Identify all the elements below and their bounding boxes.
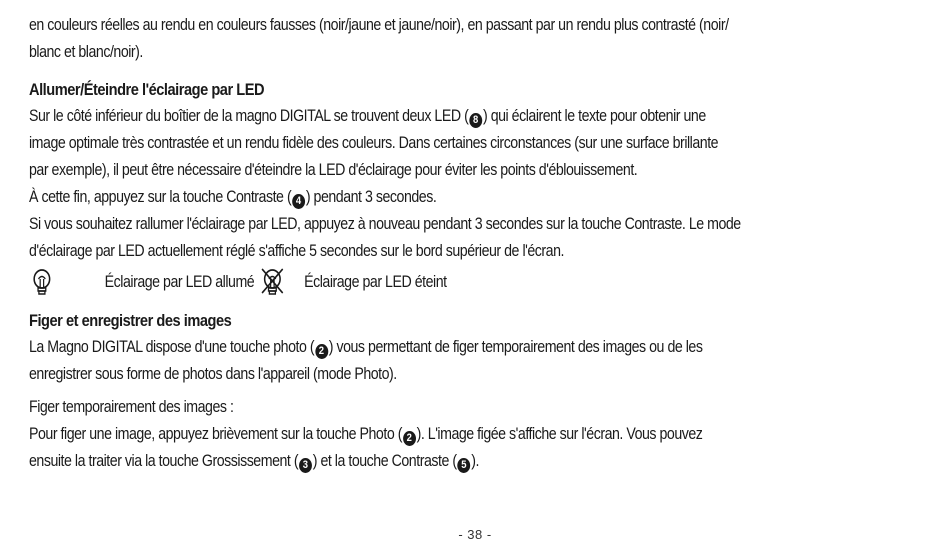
text-line: d'éclairage par LED actuellement réglé s'affiche 5 secondes sur le bord supérieur de l'écran.	[29, 242, 564, 260]
led-section-heading: Allumer/Éteindre l'éclairage par LED	[29, 80, 265, 99]
page-number: - 38 -	[458, 527, 492, 542]
led-off-label: Éclairage par LED éteint	[304, 272, 447, 291]
text-fragment: ) vous permettant de figer temporairement des images ou de les	[328, 338, 703, 356]
intro-line-2: blanc et blanc/noir).	[29, 43, 143, 61]
text-fragment: Pour figer une image, appuyez brièvement sur la touche Photo (	[29, 425, 402, 443]
page-content	[29, 12, 934, 475]
photo-paragraph-1	[29, 334, 934, 388]
text-fragment: ). L'image figée s'affiche sur l'écran. Vous pouvez	[416, 425, 703, 443]
light-bulb-off-icon	[259, 267, 285, 297]
circled-number-8: 8	[469, 113, 482, 128]
led-on-label: Éclairage par LED allumé	[104, 272, 255, 291]
led-paragraph-3	[29, 211, 934, 265]
photo-paragraph-2: Figer temporairement des images :	[29, 398, 234, 416]
text-fragment: ensuite la traiter via la touche Grossissement (	[29, 452, 299, 470]
text-line: image optimale très contrastée et un rendu fidèle des couleurs. Dans certaines circonstances (sur une surface brillante	[29, 134, 719, 152]
led-icons-row	[29, 267, 934, 297]
text-fragment: ) pendant 3 secondes.	[305, 188, 437, 206]
circled-number-2: 2	[403, 431, 416, 446]
text-fragment: ).	[471, 452, 479, 470]
text-fragment: ) et la touche Contraste (	[312, 452, 457, 470]
circled-number-4: 4	[292, 194, 305, 209]
circled-number-2: 2	[315, 344, 328, 359]
photo-paragraph-3	[29, 421, 934, 475]
text-fragment: Sur le côté inférieur du boîtier de la magno DIGITAL se trouvent deux LED (	[29, 107, 469, 125]
light-bulb-on-icon	[29, 267, 55, 297]
intro-line-1: en couleurs réelles au rendu en couleurs fausses (noir/jaune et jaune/noir), en passant par un rendu plus contrasté (noir/	[29, 16, 729, 34]
led-paragraph-1	[29, 103, 934, 184]
led-paragraph-2	[29, 184, 934, 211]
photo-section-heading: Figer et enregistrer des images	[29, 311, 232, 330]
text-fragment: La Magno DIGITAL dispose d'une touche photo (	[29, 338, 315, 356]
text-line: Si vous souhaitez rallumer l'éclairage par LED, appuyez à nouveau pendant 3 secondes sur la touche Contraste. Le mode	[29, 215, 741, 233]
circled-number-5: 5	[457, 458, 470, 473]
intro-paragraph	[29, 12, 934, 66]
text-line: par exemple), il peut être nécessaire d'éteindre la LED d'éclairage pour éviter les points d'éblouissement.	[29, 161, 638, 179]
circled-number-3: 3	[299, 458, 312, 473]
text-line: enregistrer sous forme de photos dans l'appareil (mode Photo).	[29, 365, 397, 383]
text-fragment: À cette fin, appuyez sur la touche Contraste (	[29, 188, 292, 206]
text-fragment: ) qui éclairent le texte pour obtenir une	[482, 107, 706, 125]
